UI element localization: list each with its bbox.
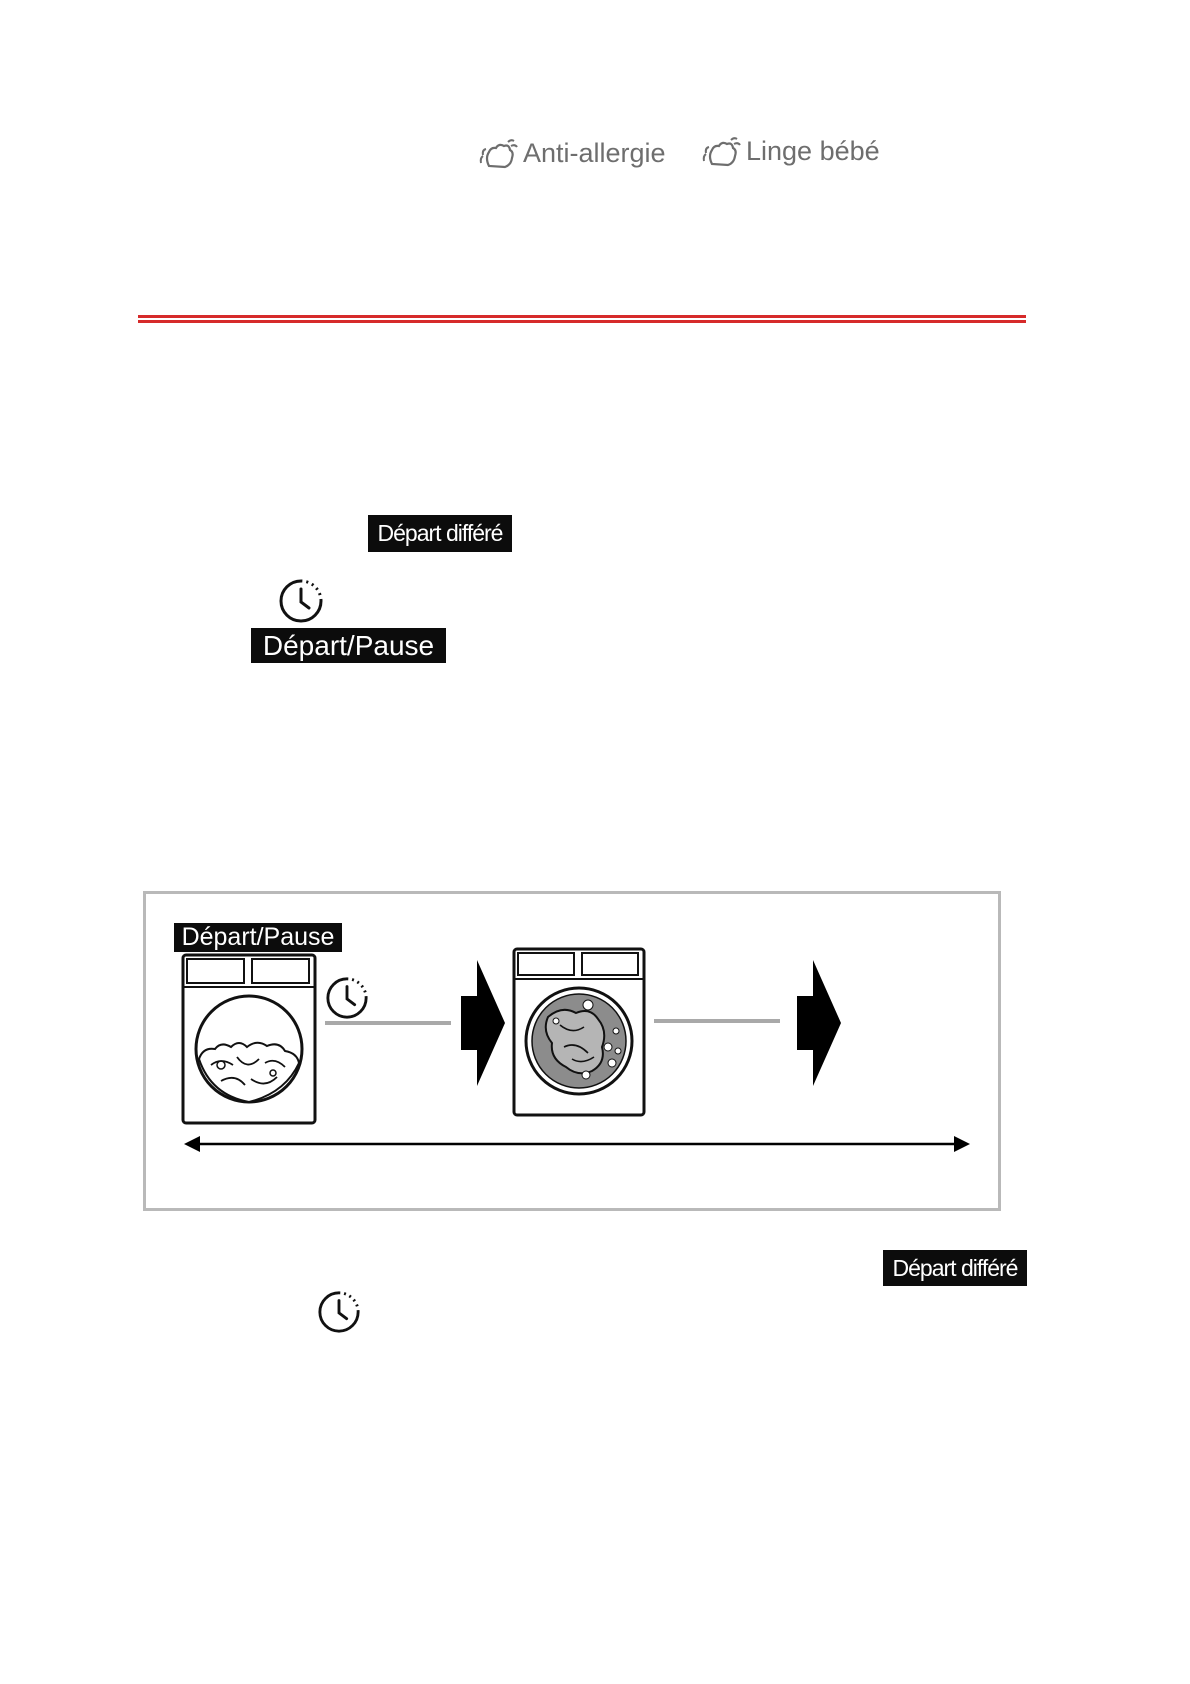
delay-start-label: [368, 515, 512, 552]
washer-loaded-icon: [181, 953, 317, 1130]
right-arrow-icon: [797, 960, 842, 1092]
diagram-start-pause-text: Départ/Pause: [181, 923, 335, 951]
program-anti-allergie: [477, 136, 666, 170]
washer-washing-icon: [512, 947, 646, 1122]
clock-icon: [325, 976, 369, 1025]
start-pause-text: Départ/Pause: [262, 629, 435, 661]
clock-icon: [278, 578, 324, 629]
right-arrow-icon: [461, 960, 506, 1092]
delay-start-text: Départ différé: [377, 520, 503, 546]
footer-delay-start-label: [883, 1250, 1027, 1286]
diagram-start-pause-label: [174, 923, 342, 952]
start-pause-label: [251, 628, 446, 663]
footer-delay-start-text: Départ différé: [892, 1254, 1018, 1281]
steam-hand-icon: [477, 136, 521, 170]
program-linge-bebe: [700, 134, 880, 168]
section-divider: [138, 315, 1026, 323]
clock-icon: [317, 1290, 361, 1339]
timeline-segment: [325, 1021, 451, 1025]
double-headed-arrow: [184, 1134, 970, 1159]
program-label: Anti-allergie: [523, 137, 666, 168]
timeline-segment: [654, 1019, 780, 1023]
steam-hand-icon: [700, 134, 744, 168]
program-label: Linge bébé: [746, 135, 880, 166]
